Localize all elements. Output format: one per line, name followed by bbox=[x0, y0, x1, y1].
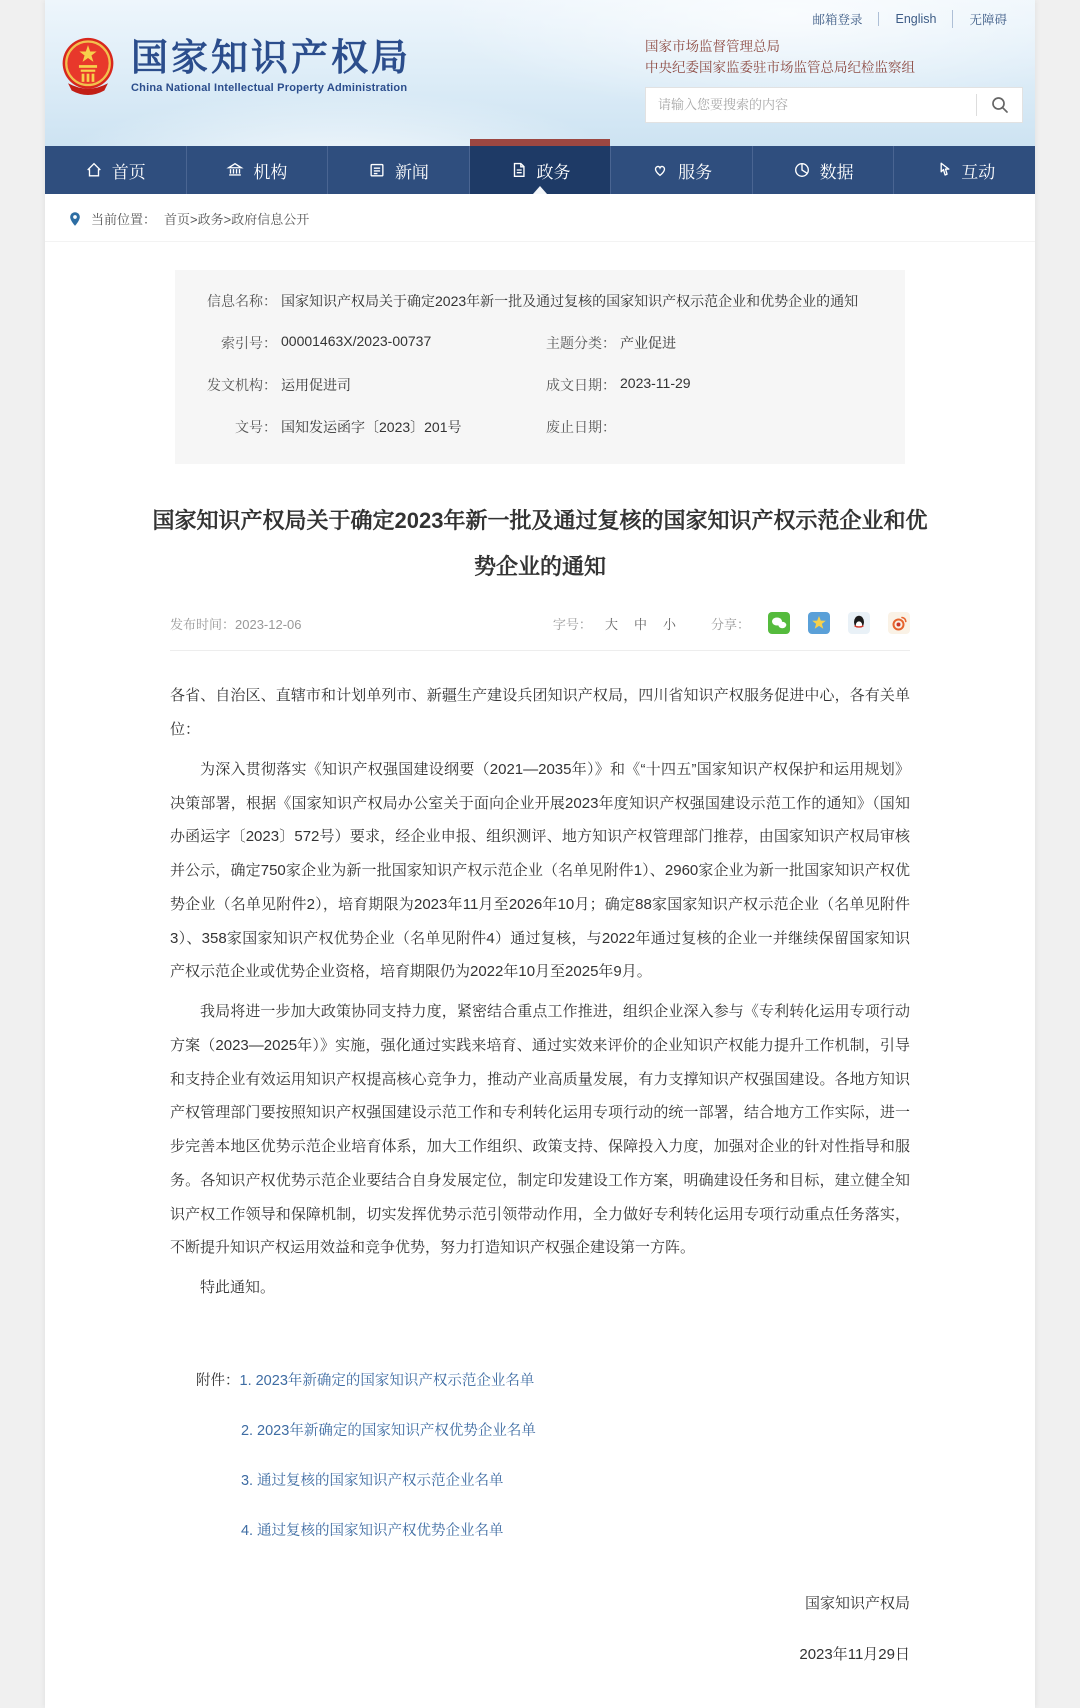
article-meta-row bbox=[170, 612, 910, 651]
nav-item-label: 新闻 bbox=[394, 162, 429, 182]
info-date-value: 2023-11-29 bbox=[620, 375, 691, 391]
info-docno-label: 文号： bbox=[235, 419, 277, 435]
wechat-share-icon[interactable] bbox=[768, 612, 790, 634]
publish-time bbox=[170, 614, 302, 633]
mail-login-link[interactable]: 邮箱登录 bbox=[812, 13, 863, 27]
info-index-label: 索引号： bbox=[221, 335, 277, 351]
attachment-link-4[interactable]: 4. 通过复核的国家知识产权优势企业名单 bbox=[240, 1522, 504, 1539]
nav-item-institution[interactable] bbox=[186, 146, 328, 194]
gov-affairs-icon bbox=[510, 161, 528, 179]
signature-block bbox=[170, 1592, 910, 1708]
nav-item-data[interactable] bbox=[752, 146, 894, 194]
attachments bbox=[170, 1369, 910, 1540]
brand-text bbox=[131, 38, 411, 95]
info-index-value: 00001463X/2023-00737 bbox=[281, 333, 432, 349]
service-icon bbox=[651, 161, 669, 179]
info-repeal-label: 废止日期： bbox=[546, 419, 616, 435]
nav-item-interact[interactable] bbox=[893, 146, 1035, 194]
signature-org: 国家知识产权局 bbox=[804, 1594, 910, 1612]
news-icon bbox=[368, 161, 386, 179]
nav-item-gov-affairs[interactable] bbox=[469, 146, 611, 194]
article-body bbox=[170, 679, 910, 1305]
info-issuer-value: 运用促进司 bbox=[281, 377, 351, 393]
info-name-value: 国家知识产权局关于确定2023年新一批及通过复核的国家知识产权示范企业和优势企业的通知 bbox=[281, 293, 859, 309]
breadcrumb bbox=[45, 194, 1035, 242]
nav-item-home[interactable] bbox=[45, 146, 186, 194]
accessibility-link[interactable]: 无障碍 bbox=[952, 10, 1023, 28]
nav-item-label: 数据 bbox=[819, 162, 854, 182]
location-pin-icon bbox=[67, 211, 83, 227]
breadcrumb-path[interactable]: 首页>政务>政府信息公开 bbox=[164, 212, 310, 227]
fontsize-label: 字号： bbox=[552, 616, 592, 632]
interact-icon bbox=[934, 161, 952, 179]
publish-time-value: 2023-12-06 bbox=[235, 616, 302, 632]
search-bar bbox=[645, 87, 1023, 123]
paragraph: 我局将进一步加大政策协同支持力度，紧密结合重点工作推进，组织企业深入参与《专利转化运用专项行动方案（2023—2025年）》实施，强化通过实践来培育、通过实效来评价的企业知识产权能力提升工作机制，引导和支持企业有效运用知识产权提高核心竞争力，推动产业高质量发展，有力支撑知识产权强国建设。各地方知识产权管理部门要按照知识产权强国建设示范工作和专利转化运用专项行动的统一部署，结合地方工作实际，进一步完善本地区优势示范企业培育体系，加大工作组织、政策支持、保障投入力度，加强对企业的针对性指导和服务。各知识产权优势示范企业要结合自身发展定位，制定印发建设工作方案，明确建设任务和目标，建立健全知识产权工作领导和保障机制，切实发挥优势示范引领带动作用，全力做好专利转化运用专项行动重点任务落实，不断提升知识产权运用效益和竞争优势，努力打造知识产权强企建设第一方阵。 bbox=[170, 1003, 910, 1257]
fontsize-small-button[interactable]: 小 bbox=[662, 616, 676, 632]
english-link[interactable]: English bbox=[878, 12, 952, 26]
org-line-2: 中央纪委国家监委驻市场监管总局纪检监察组 bbox=[645, 59, 915, 75]
list-item bbox=[196, 1369, 910, 1390]
info-name-label: 信息名称： bbox=[207, 293, 277, 309]
info-issuer-label: 发文机构： bbox=[207, 377, 277, 393]
nav-item-news[interactable] bbox=[327, 146, 469, 194]
search-icon bbox=[990, 95, 1010, 115]
search-input[interactable] bbox=[646, 88, 976, 122]
list-item bbox=[196, 1419, 910, 1440]
attachments-label: 附件： bbox=[196, 1372, 240, 1389]
site-title: 国家知识产权局 bbox=[131, 36, 411, 78]
list-item bbox=[196, 1469, 910, 1490]
search-button[interactable] bbox=[976, 94, 1022, 116]
breadcrumb-label: 当前位置： bbox=[91, 212, 157, 227]
share-label: 分享： bbox=[710, 616, 750, 632]
weibo-share-icon[interactable] bbox=[888, 612, 910, 634]
info-topic-value: 产业促进 bbox=[620, 335, 676, 351]
nav-item-label: 互动 bbox=[961, 162, 996, 182]
nav-item-service[interactable] bbox=[610, 146, 752, 194]
page bbox=[45, 0, 1035, 1708]
attachment-link-3[interactable]: 3. 通过复核的国家知识产权示范企业名单 bbox=[240, 1472, 504, 1489]
qzone-share-icon[interactable] bbox=[808, 612, 830, 634]
table-row bbox=[201, 322, 879, 364]
table-row bbox=[201, 280, 879, 322]
site-header bbox=[45, 0, 1035, 146]
attachment-link-1[interactable]: 1. 2023年新确定的国家知识产权示范企业名单 bbox=[239, 1372, 535, 1389]
fontsize-large-button[interactable]: 大 bbox=[604, 616, 618, 632]
main-nav bbox=[45, 146, 1035, 194]
qq-share-icon[interactable] bbox=[848, 612, 870, 634]
nav-item-label: 首页 bbox=[111, 162, 146, 182]
attachment-link-2[interactable]: 2. 2023年新确定的国家知识产权优势企业名单 bbox=[240, 1422, 536, 1439]
nav-item-label: 服务 bbox=[678, 162, 713, 182]
table-row bbox=[201, 364, 879, 406]
fontsize-medium-button[interactable]: 中 bbox=[633, 616, 647, 632]
org-line-1: 国家市场监督管理总局 bbox=[645, 39, 780, 54]
salutation: 各省、自治区、直辖市和计划单列市、新疆生产建设兵团知识产权局，四川省知识产权服务促进中心，各有关单位： bbox=[170, 687, 910, 739]
supervising-org-lines bbox=[645, 37, 1023, 79]
nav-item-label: 政务 bbox=[536, 162, 571, 182]
info-repeal-value bbox=[616, 417, 620, 437]
signature-date: 2023年11月29日 bbox=[799, 1645, 910, 1663]
table-row bbox=[201, 406, 879, 448]
info-topic-label: 主题分类： bbox=[546, 335, 616, 351]
info-docno-value: 国知发运函字〔2023〕201号 bbox=[281, 419, 462, 435]
page-title: 国家知识产权局关于确定2023年新一批及通过复核的国家知识产权示范企业和优势企业的通知 bbox=[152, 508, 928, 580]
site-subtitle: China National Intellectual Property Administration bbox=[131, 82, 408, 95]
nav-item-label: 机构 bbox=[253, 162, 288, 182]
paragraph: 特此通知。 bbox=[200, 1279, 276, 1297]
info-date-label: 成文日期： bbox=[546, 377, 616, 393]
national-emblem-icon bbox=[59, 34, 117, 98]
paragraph: 为深入贯彻落实《知识产权强国建设纲要（2021—2035年）》和《“十四五”国家知识产权保护和运用规划》决策部署，根据《国家知识产权局办公室关于面向企业开展2023年度知识产权强国建设示范工作的通知》（国知办函运字〔2023〕572号）要求，经企业申报、组织测评、地方知识产权管理部门推荐，由国家知识产权局审核并公示，确定750家企业为新一批国家知识产权示范企业（名单见附件1）、2960家企业为新一批国家知识产权优势企业（名单见附件2），培育期限为2023年11月至2026年10月；确定88家国家知识产权示范企业（名单见附件3）、358家国家知识产权优势企业（名单见附件4）通过复核，与2022年通过复核的企业一并继续保留国家知识产权示范企业或优势企业资格，培育期限仍为2022年10月至2025年9月。 bbox=[170, 760, 910, 981]
site-brand[interactable] bbox=[59, 34, 411, 98]
list-item bbox=[196, 1519, 910, 1540]
publish-time-label: 发布时间： bbox=[170, 616, 236, 632]
institution-icon bbox=[226, 161, 244, 179]
header-right bbox=[645, 10, 1023, 123]
meta-right bbox=[553, 612, 910, 634]
data-icon bbox=[793, 161, 811, 179]
document-info-table bbox=[175, 270, 905, 464]
home-icon bbox=[85, 161, 103, 179]
top-links bbox=[645, 10, 1023, 28]
